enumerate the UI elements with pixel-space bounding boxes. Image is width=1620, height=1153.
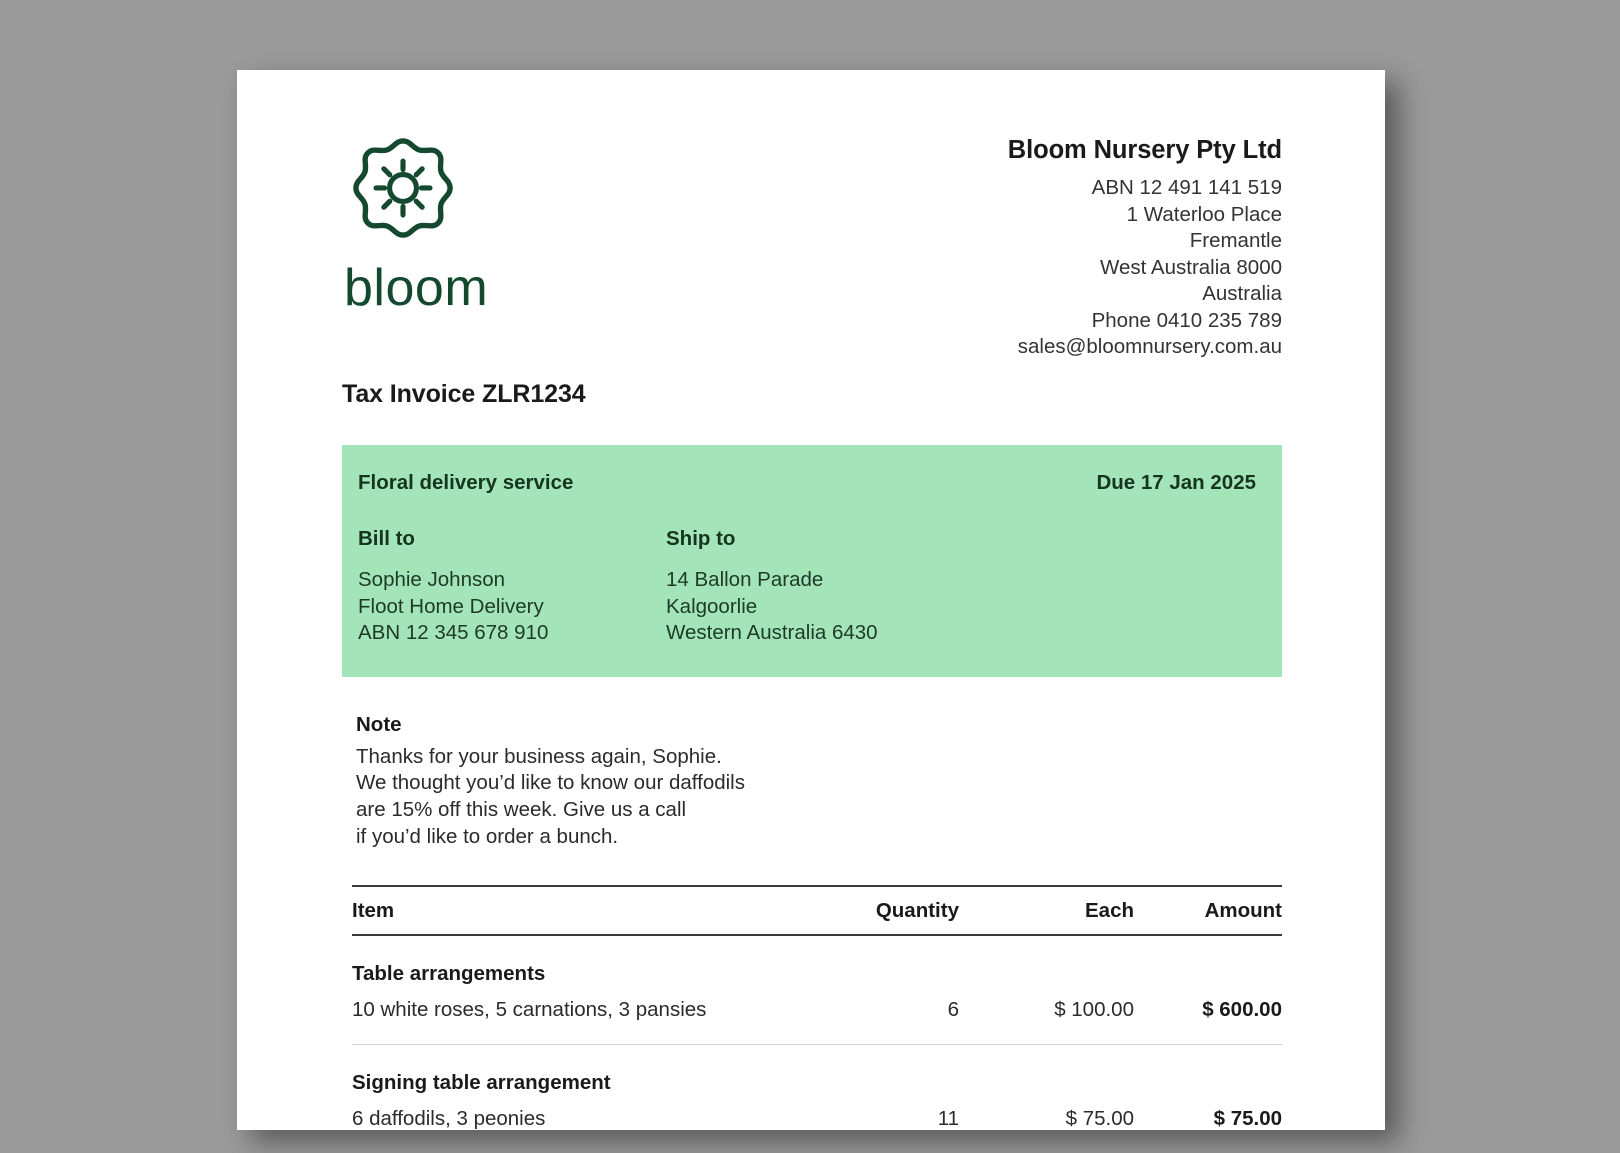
document-header <box>342 70 1282 360</box>
company-suburb: Fremantle <box>1189 229 1282 252</box>
brand-logo <box>342 136 612 317</box>
line-item-title: Table arrangements <box>352 961 546 985</box>
company-name: Bloom Nursery Pty Ltd <box>1007 136 1282 164</box>
line-items-table <box>342 885 1282 1153</box>
service-description: Floral delivery service <box>358 471 574 494</box>
company-state-postcode: West Australia 8000 <box>1100 255 1282 279</box>
line-item-title: Signing table arrangement <box>352 1070 611 1094</box>
line-item-each: $ 100.00 <box>1054 997 1134 1021</box>
note-section <box>342 713 1282 851</box>
column-header-amount: Amount <box>1204 898 1282 922</box>
due-date: Due 17 Jan 2025 <box>1096 471 1256 494</box>
line-item-amount: $ 600.00 <box>1202 997 1282 1021</box>
line-item-description: 6 daffodils, 3 peonies <box>352 1106 546 1130</box>
sun-in-scalloped-badge-icon <box>342 136 612 258</box>
summary-panel <box>342 445 1282 677</box>
bill-to-line-1: Sophie Johnson <box>358 568 506 591</box>
ship-to-line-3: Western Australia 6430 <box>666 621 878 644</box>
table-row <box>352 936 1282 1045</box>
document-content <box>342 70 1282 1153</box>
bill-to-label: Bill to <box>358 527 415 550</box>
ship-to-block <box>666 527 878 647</box>
summary-panel-header <box>358 471 1256 495</box>
bill-to-line-3: ABN 12 345 678 910 <box>358 621 549 644</box>
invoice-document <box>237 70 1385 1130</box>
column-header-each: Each <box>1085 898 1134 922</box>
line-item-amount: $ 75.00 <box>1213 1106 1282 1130</box>
note-label: Note <box>356 712 402 736</box>
company-email[interactable]: sales@bloomnursery.com.au <box>1017 335 1282 358</box>
note-line-4: if you’d like to order a bunch. <box>356 824 619 848</box>
bill-to-line-2: Floot Home Delivery <box>358 594 544 618</box>
page-title: Tax Invoice ZLR1234 <box>342 380 586 408</box>
table-row <box>352 1045 1282 1153</box>
line-item-quantity: 11 <box>937 1106 959 1130</box>
ship-to-line-2: Kalgoorlie <box>666 594 758 618</box>
company-street: 1 Waterloo Place <box>1126 202 1282 226</box>
table-body <box>352 936 1282 1153</box>
company-country: Australia <box>1202 282 1282 305</box>
address-columns <box>358 527 1256 647</box>
note-line-2: We thought you’d like to know our daffodils <box>356 771 745 795</box>
ship-to-label: Ship to <box>666 527 736 550</box>
note-line-1: Thanks for your business again, Sophie. <box>356 744 722 768</box>
line-item-description: 10 white roses, 5 carnations, 3 pansies <box>352 997 707 1021</box>
ship-to-line-1: 14 Ballon Parade <box>666 568 824 591</box>
line-item-each: $ 75.00 <box>1065 1106 1134 1130</box>
column-header-quantity: Quantity <box>875 898 959 922</box>
table-header <box>352 885 1282 936</box>
note-line-3: are 15% off this week. Give us a call <box>356 798 687 822</box>
line-item-quantity: 6 <box>947 997 959 1021</box>
column-header-item: Item <box>352 898 395 922</box>
company-phone: Phone 0410 235 789 <box>1091 308 1282 332</box>
company-abn: ABN 12 491 141 519 <box>1091 176 1282 199</box>
brand-wordmark: bloom <box>344 259 489 317</box>
bill-to-block <box>358 527 666 647</box>
